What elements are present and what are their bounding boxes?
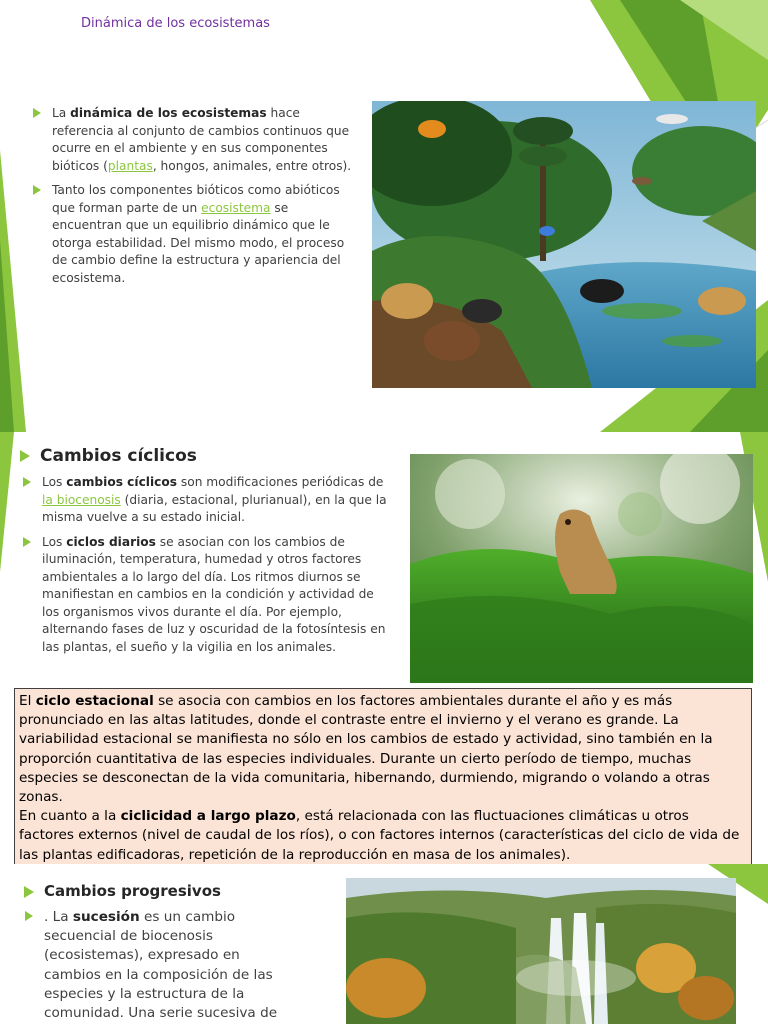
lizard-photo [410,454,753,683]
jungle-illustration [372,101,756,388]
link-ecosistema[interactable]: ecosistema [201,200,271,215]
bullet-arrow-icon [33,185,41,195]
bold-term: dinámica de los ecosistemas [70,106,267,120]
bullet-arrow-icon [33,108,41,118]
link-biocenosis[interactable]: la biocenosis [42,492,121,507]
bullet-arrow-icon [23,537,31,547]
link-plantas[interactable]: plantas [107,158,153,173]
cyclic-bullet-list [22,474,394,663]
progressive-bullet-list [24,908,289,1024]
seasonal-paragraph: El ciclo estacional se asocia con cambios en los factores ambientales durante el año y es más pronunciado en las altas latitudes, donde el contraste entre el invierno y el verano es grande. La variabilidad estacional se manifiesta no sólo en los cambios de estado y actividad, sino también en la proporción cuantitativa de las especies individuales. Durante un cierto período de tiempo, muchas especies se desconectan de la vida comunitaria, hibernando, durmiendo, migrando o volando a otras zonas. [19,693,713,806]
slide-ecosystem-dynamics [0,0,768,432]
waterfall-photo [346,878,736,1024]
section-heading-cyclic: Cambios cíclicos [20,446,197,466]
slide-title: Dinámica de los ecosistemas [81,16,270,31]
bold-term: ciclos diarios [66,534,156,549]
bold-term: cambios cíclicos [66,475,178,489]
intro-bullet-list [32,105,352,294]
list-item: Tanto los componentes bióticos como abióticos que forman parte de un ecosistema se encuentran que un equilibrio dinámico que le otorga estabilidad. Del mismo modo, el proceso de cambio define la estructura y apariencia del ecosistema. [32,182,352,287]
bold-term: ciclo estacional [35,693,154,709]
list-item: Los ciclos diarios se asocian con los cambios de iluminación, temperatura, humedad y otros factores ambientales a lo largo del día. Los ritmos diurnos se manifiestan en cambios en la condición y actividad de los organismos vivos durante el día. Por ejemplo, alternando fases de luz y oscuridad de la fotosíntesis en las plantas, el sueño y la vigilia en los animales. [22,534,394,657]
list-item: La dinámica de los ecosistemas hace referencia al conjunto de cambios continuos que ocurre en el ambiente y en sus componentes bióticos (plantas, hongos, animales, entre otros). [32,105,352,175]
list-item: . La sucesión es un cambio secuencial de biocenosis (ecosistemas), expresado en cambios en la composición de las especies y la estructura de la comunidad. Una serie sucesiva de [24,908,289,1023]
bullet-arrow-icon [24,886,34,898]
bullet-arrow-icon [20,450,30,462]
bold-term: ciclicidad a largo plazo [120,808,296,825]
bullet-arrow-icon [25,911,33,921]
bullet-arrow-icon [23,477,31,487]
list-item: Los cambios cíclicos son modificaciones periódicas de la biocenosis (diaria, estacional, plurianual), en la que la misma vuelve a su estado inicial. [22,474,394,527]
section-heading-progressive: Cambios progresivos [24,882,221,900]
seasonal-cycle-box [14,688,752,866]
bold-term: sucesión [72,909,140,925]
long-term-paragraph: En cuanto a la ciclicidad a largo plazo, está relacionada con las fluctuaciones climáticas u otros factores externos (nivel de caudal de los ríos), o con factores internos (características del ciclo de vida de las plantas edificadoras, repetición de la reproducción en masa de los animales). [19,808,740,863]
